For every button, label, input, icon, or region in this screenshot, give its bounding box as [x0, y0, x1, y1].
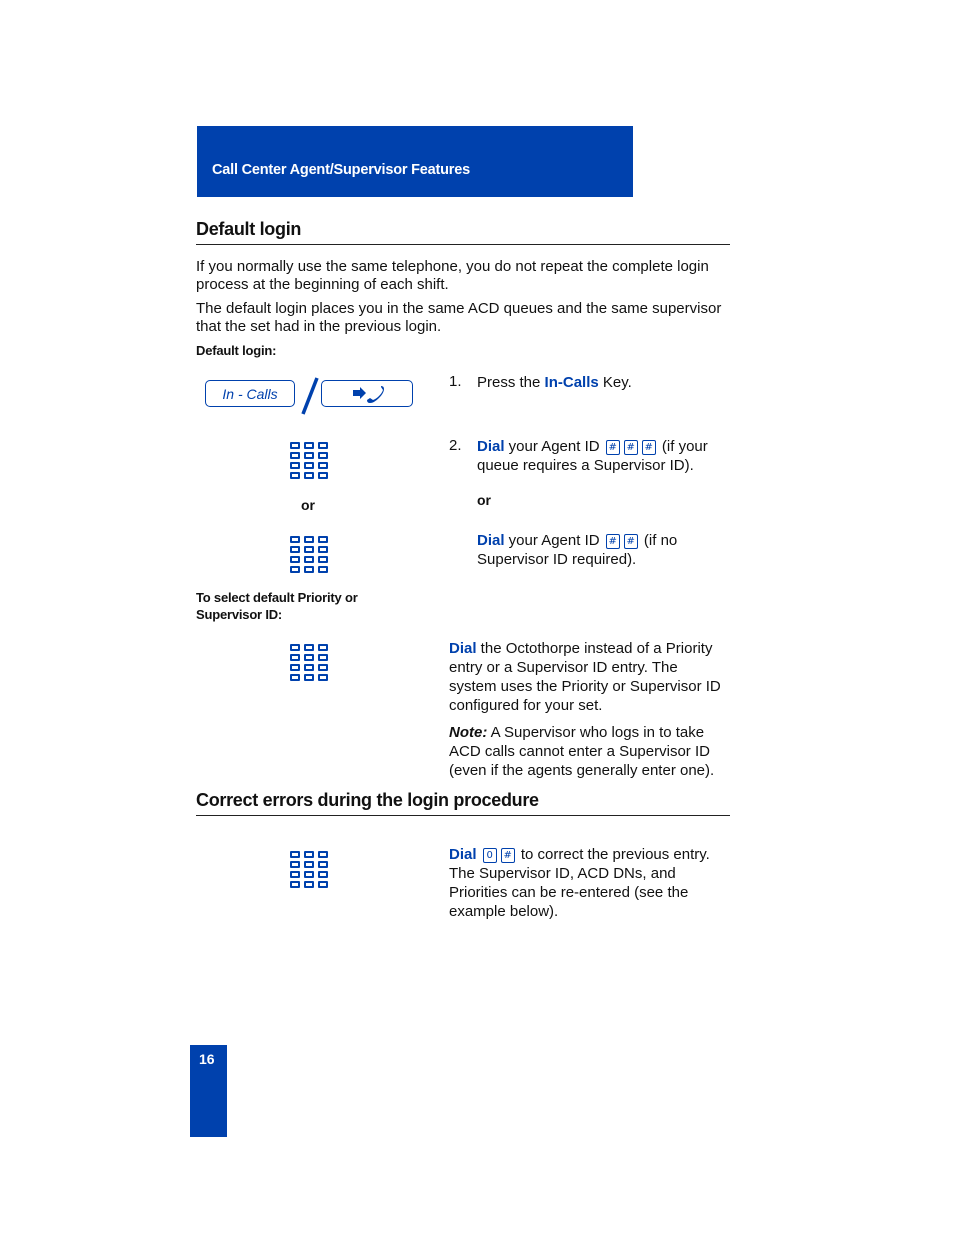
hash-key-icon: #	[642, 440, 656, 455]
hash-key-icon: #	[624, 534, 638, 549]
page-number: 16	[199, 1051, 215, 1067]
section-rule	[196, 815, 730, 816]
priority-text: the Octothorpe instead of a Priority entry or a Supervisor ID entry. The system uses the Priority or Supervisor ID configured for your set.	[449, 640, 721, 714]
step-1-text	[477, 373, 727, 392]
dialpad-icon	[290, 851, 328, 889]
slash-divider-icon	[299, 376, 321, 416]
hash-key-icon: #	[606, 440, 620, 455]
dialpad-icon	[290, 442, 328, 480]
section-rule	[196, 244, 730, 245]
step-2-alt-text	[477, 531, 727, 569]
in-calls-key-name: In-Calls	[544, 374, 599, 391]
dial-action: Dial	[449, 846, 477, 863]
correct-errors-instruction	[449, 845, 729, 921]
section-title-default-login: Default login	[196, 219, 302, 239]
dialpad-icon	[290, 536, 328, 574]
priority-instruction	[449, 639, 729, 715]
hash-key-icon: #	[501, 848, 515, 863]
hash-key-icon: #	[606, 534, 620, 549]
dialpad-icon	[290, 644, 328, 682]
step-1-post: Key.	[598, 374, 632, 391]
hash-key-icon: #	[624, 440, 638, 455]
dial-action: Dial	[477, 532, 505, 549]
dial-action: Dial	[449, 640, 477, 657]
step-1-number: 1.	[449, 373, 462, 390]
step-2-text-c: your Agent ID	[504, 532, 604, 549]
step-2-text-b: (if your queue requires a Supervisor ID).	[477, 438, 708, 474]
step-2-text-a: your Agent ID	[504, 438, 604, 455]
default-login-label: Default login:	[196, 343, 277, 358]
arrow-handset-icon	[322, 381, 412, 406]
zero-key-icon: 0	[483, 848, 497, 863]
or-separator-left: or	[301, 497, 315, 513]
page-number-tab	[190, 1045, 227, 1137]
step-2-text-d: (if no Supervisor ID required).	[477, 532, 678, 568]
header-title: Call Center Agent/Supervisor Features	[212, 162, 470, 178]
note-label: Note:	[449, 724, 488, 741]
note-text: A Supervisor who logs in to take ACD calls cannot enter a Supervisor ID (even if the agents generally enter one).	[449, 724, 715, 779]
or-separator-right: or	[477, 492, 491, 508]
intro-paragraph-1: If you normally use the same telephone, you do not repeat the complete login process at the beginning of each shift.	[196, 258, 709, 293]
priority-label: To select default Priority or Supervisor ID:	[196, 590, 358, 622]
priority-note	[449, 723, 729, 780]
handset-key-illustration	[321, 380, 413, 407]
correct-errors-text: to correct the previous entry. The Supervisor ID, ACD DNs, and Priorities can be re-entered (see the example below).	[449, 846, 710, 920]
in-calls-key-illustration: In - Calls	[205, 380, 295, 407]
step-2-text	[477, 437, 727, 475]
step-1-pre: Press the	[477, 374, 545, 391]
dial-action: Dial	[477, 438, 505, 455]
header-band	[197, 126, 633, 197]
step-2-number: 2.	[449, 437, 462, 454]
section-title-correct-errors: Correct errors during the login procedure	[196, 790, 539, 810]
intro-paragraph-2: The default login places you in the same ACD queues and the same supervisor that the set had in the previous login.	[196, 300, 722, 335]
